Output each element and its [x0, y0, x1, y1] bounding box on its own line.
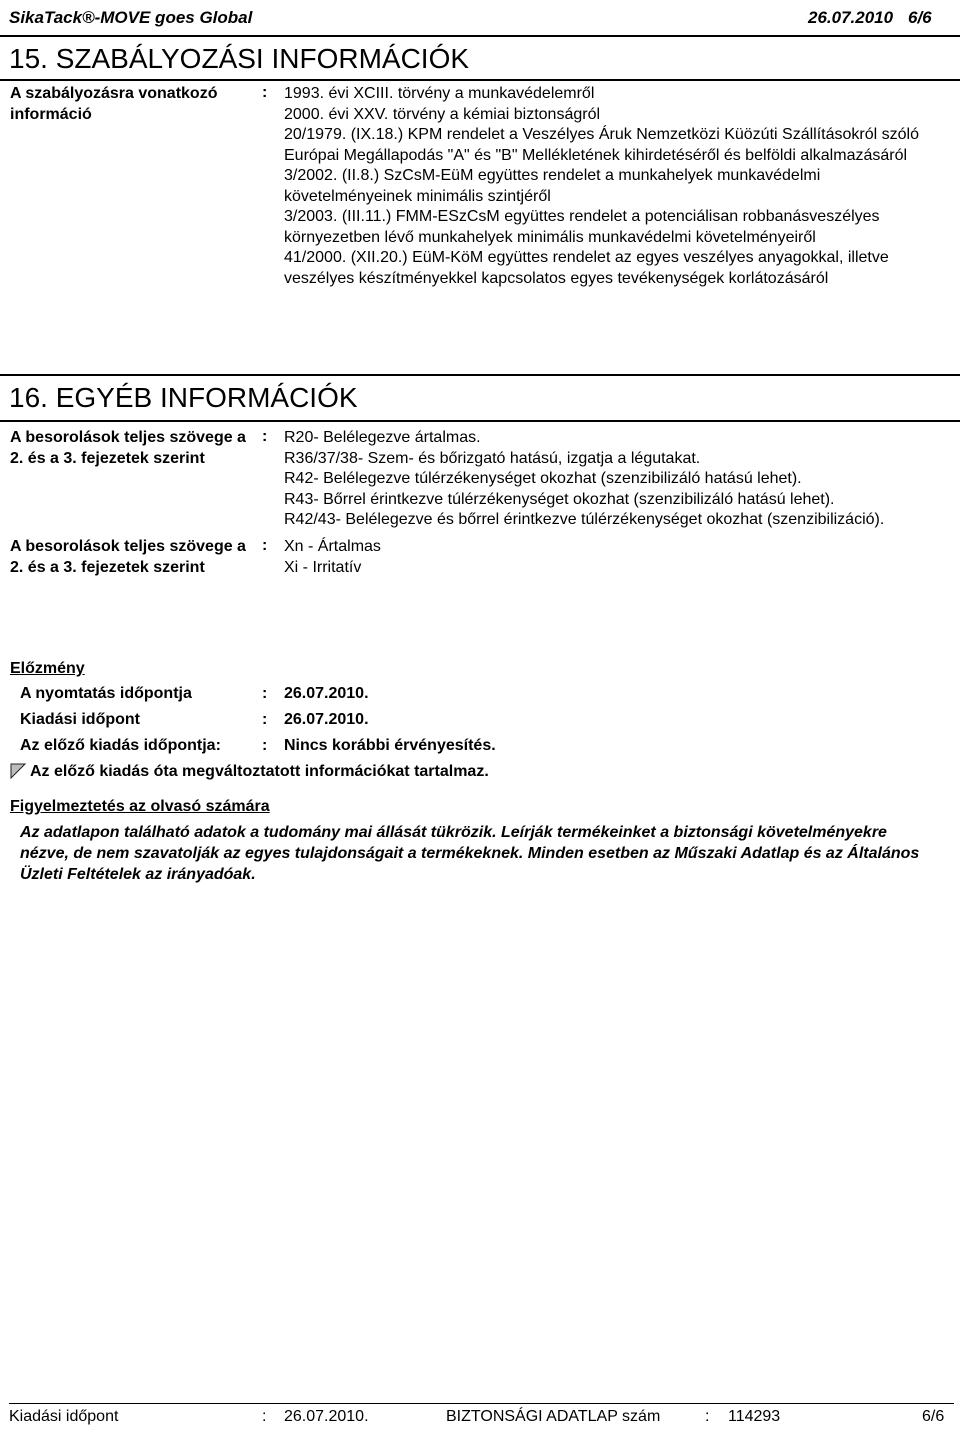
section-16-bottom-rule: [0, 420, 960, 422]
section-15-bottom-rule: [0, 79, 960, 81]
hazard-symbol-text: Xn - Ártalmas: [284, 538, 381, 555]
regulation-line: 3/2002. (II.8.) SzCsM-EüM együttes rendelet a munkahelyek munkavédelmi követelményeinek minimális szintjéről: [284, 167, 821, 205]
header-date: 26.07.2010: [808, 8, 894, 27]
hazard-symbol-text: Xi - Irritatív: [284, 558, 362, 576]
r-phrase: R42- Belélegezve túlérzékenységet okozhat (szenzibilizáló hatású lehet).: [284, 470, 802, 487]
footer-issue-label: Kiadási időpont: [9, 1408, 119, 1425]
classification-colon-1: :: [262, 428, 268, 445]
section-16-top-rule: [0, 374, 960, 376]
notice-text: Az adatlapon található adatok a tudomány mai állását tükrözik. Leírják termékeinket a biztonsági követelményekre nézve, de nem szavatolják az egyes tulajdonságait a termékeknek. Minden esetben az Műszaki Adatlap és az Általános Üzleti Feltételek az irányadóak.: [20, 824, 920, 883]
history-colon: :: [262, 711, 268, 728]
history-issue-date-value: 26.07.2010.: [284, 711, 369, 728]
notice-title: Figyelmeztetés az olvasó számára: [10, 798, 270, 815]
classification-label-1: A besorolások teljes szövege a 2. és a 3. fejezetek szerint: [10, 429, 246, 467]
footer-sds-label: BIZTONSÁGI ADATLAP szám: [446, 1408, 661, 1425]
history-print-date-label: A nyomtatás időpontja: [20, 685, 192, 702]
regulation-line: 41/2000. (XII.20.) EüM-KöM együttes rendelet az egyes veszélyes anyagokkal, illetve veszélyes készítményekkel kapcsolatos egyes tevékenységek korlátozásáról: [284, 249, 889, 287]
regulation-line: 20/1979. (IX.18.) KPM rendelet a Veszélyes Áruk Nemzetközi Küözúti Szállításokról szóló Európai Megállapodás "A" és "B" Mellékletének kihirdetéséről és belföldi alkalmazásáról: [284, 126, 919, 164]
history-previous-date-value: Nincs korábbi érvényesítés.: [284, 737, 496, 754]
classification-label-2: A besorolások teljes szövege a 2. és a 3. fejezetek szerint: [10, 538, 246, 576]
change-marker-icon: [10, 763, 26, 779]
history-colon: :: [262, 685, 268, 702]
regulation-line: 1993. évi XCIII. törvény a munkavédelemről: [284, 85, 595, 102]
section-15-top-rule: [0, 35, 960, 37]
footer-colon: :: [262, 1408, 267, 1425]
footer-rule: [9, 1403, 954, 1404]
history-print-date-value: 26.07.2010.: [284, 685, 369, 702]
regulation-line: 3/2003. (III.11.) FMM-ESzCsM együttes rendelet a potenciálisan robbanásveszélyes környezetben lévő munkahelyek minimális munkavédelmi követelményeiről: [284, 208, 880, 246]
r-phrase: R43- Bőrrel érintkezve túlérzékenységet okozhat (szenzibilizáló hatású lehet).: [284, 490, 835, 508]
header-page: 6/6: [908, 8, 932, 27]
header-title: SikaTack®-MOVE goes Global: [9, 8, 253, 27]
r-phrase: R20- Belélegezve ártalmas.: [284, 429, 481, 446]
regulation-label: A szabályozásra vonatkozó információ: [10, 85, 218, 123]
classification-colon-2: :: [262, 537, 268, 554]
section-15-title: 15. SZABÁLYOZÁSI INFORMÁCIÓK: [9, 43, 470, 74]
hazard-symbols-list: [284, 537, 954, 578]
history-colon: :: [262, 737, 268, 754]
footer-colon: :: [705, 1408, 710, 1425]
footer-sds-number: 114293: [728, 1408, 781, 1425]
history-issue-date-label: Kiadási időpont: [20, 711, 140, 728]
footer-issue-date: 26.07.2010.: [284, 1408, 369, 1425]
history-title: Előzmény: [10, 660, 85, 677]
page-header: [0, 0, 960, 35]
r-phrases-list: [284, 428, 954, 531]
regulation-line: 2000. évi XXV. törvény a kémiai biztonságról: [284, 105, 601, 123]
change-note: Az előző kiadás óta megváltoztatott információkat tartalmaz.: [30, 763, 489, 780]
r-phrase: R36/37/38- Szem- és bőrizgató hatású, izgatja a légutakat.: [284, 449, 701, 467]
regulation-list: [284, 84, 944, 289]
history-previous-date-label: Az előző kiadás időpontja:: [20, 737, 221, 754]
r-phrase: R42/43- Belélegezve és bőrrel érintkezve túlérzékenységet okozhat (szenzibilizáció).: [284, 511, 885, 528]
footer-page: 6/6: [922, 1408, 945, 1425]
regulation-colon: :: [262, 84, 268, 101]
section-16-title: 16. EGYÉB INFORMÁCIÓK: [9, 382, 358, 413]
